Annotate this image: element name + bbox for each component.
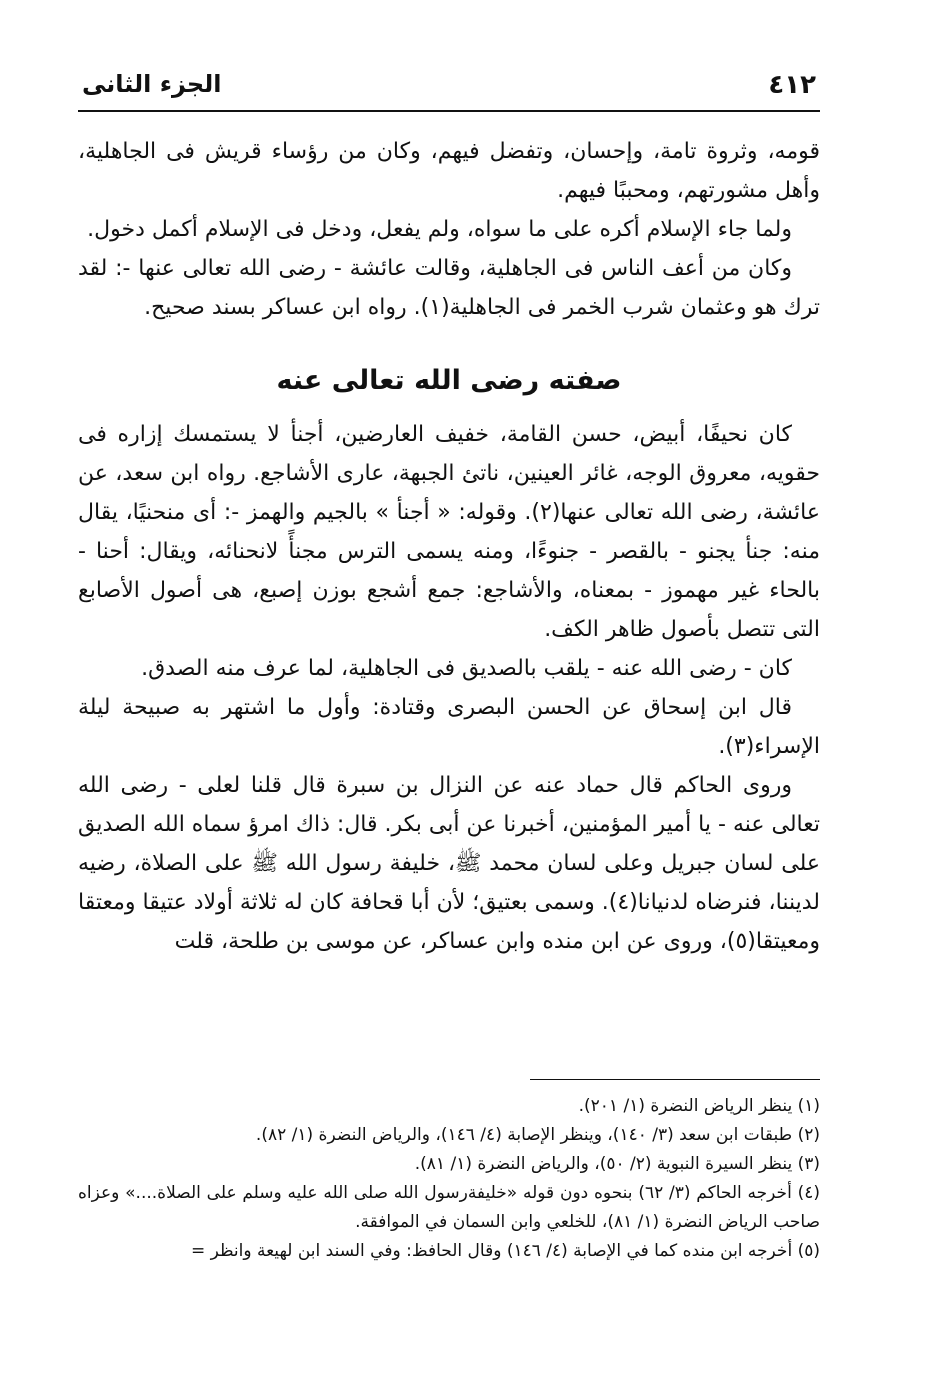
- footnote-divider: [530, 1079, 820, 1080]
- paragraph: وروى الحاكم قال حماد عنه عن النزال بن سبرة قال قلنا لعلى - رضى الله تعالى عنه - يا أمير المؤمنين، أخبرنا عن أبى بكر. قال: ذاك امرؤ سماه الله الصديق على لسان جبريل وعلى لسان محمد ﷺ، خليفة رسول الله ﷺ على الصلاة، رضيه لديننا، فنرضاه لدنيانا(٤). وسمى بعتيق؛ لأن أبا قحافة كان له ثلاثة أولاد عتيقا ومعتقا ومعيتقا(٥)، وروى عن ابن منده وابن عساكر، عن موسى بن طلحة، قلت: [78, 773, 820, 954]
- main-text: [78, 132, 820, 961]
- document-page: [78, 62, 820, 1352]
- section-heading: صفته رضى الله تعالى عنه: [276, 365, 622, 396]
- paragraph: ولما جاء الإسلام أكره على ما سواه، ولم يفعل، ودخل فى الإسلام أكمل دخول.: [87, 217, 792, 242]
- page-number: ٤١٢: [768, 70, 816, 100]
- footnotes: [78, 1092, 820, 1266]
- paragraph: كان - رضى الله عنه - يلقب بالصديق فى الجاهلية، لما عرف منه الصدق.: [141, 656, 792, 681]
- footnote: (٢) طبقات ابن سعد (٣/ ١٤٠)، وينظر الإصابة (٤/ ١٤٦)، والرياض النضرة (١/ ٨٢).: [255, 1125, 820, 1145]
- footnote: (٤) أخرجه الحاكم (٣/ ٦٢) بنحوه دون قوله «خليفةرسول الله صلى الله عليه وسلم على الصلاة....» وعزاه صاحب الرياض النضرة (١/ ٨١)، للخلعي وابن السمان في الموافقة.: [78, 1183, 820, 1232]
- running-header: [78, 62, 820, 112]
- paragraph: قال ابن إسحاق عن الحسن البصرى وقتادة: وأول ما اشتهر به صبيحة ليلة الإسراء(٣).: [78, 695, 820, 759]
- footnote: (٣) ينظر السيرة النبوية (٢/ ٥٠)، والرياض النضرة (١/ ٨١).: [414, 1154, 820, 1174]
- part-title: الجزء الثانى: [82, 70, 222, 98]
- footnote: (٥) أخرجه ابن منده كما في الإصابة (٤/ ١٤٦) وقال الحافظ: وفي السند ابن لهيعة وانظر =: [190, 1241, 820, 1261]
- paragraph: كان نحيفًا، أبيض، حسن القامة، خفيف العارضين، أجنأ لا يستمسك إزاره فى حقويه، معروق الوجه، غائر العينين، ناتئ الجبهة، عارى الأشاجع. رواه ابن سعد، عن عائشة، رضى الله تعالى عنها(٢). وقوله: « أجنأ » بالجيم والهمز -: أى منحنيًا، يقال منه: جنأ يجنو - بالقصر - جنوءًا، ومنه يسمى الترس مجنأً لانحنائه، ويقال: أحنا - بالحاء غير مهموز - بمعناه، والأشاجع: جمع أشجع بوزن إصبع، هى أصول الأصابع التى تتصل بأصول ظاهر الكف.: [78, 422, 820, 642]
- paragraph: قومه، وثروة تامة، وإحسان، وتفضل فيهم، وكان من رؤساء قريش فى الجاهلية، وأهل مشورتهم، ومحببًا فيهم.: [78, 139, 820, 203]
- paragraph: وكان من أعف الناس فى الجاهلية، وقالت عائشة - رضى الله تعالى عنها -: لقد ترك هو وعثمان شرب الخمر فى الجاهلية(١). رواه ابن عساكر بسند صحيح.: [78, 256, 820, 320]
- footnote: (١) ينظر الرياض النضرة (١/ ٢٠١).: [578, 1096, 820, 1116]
